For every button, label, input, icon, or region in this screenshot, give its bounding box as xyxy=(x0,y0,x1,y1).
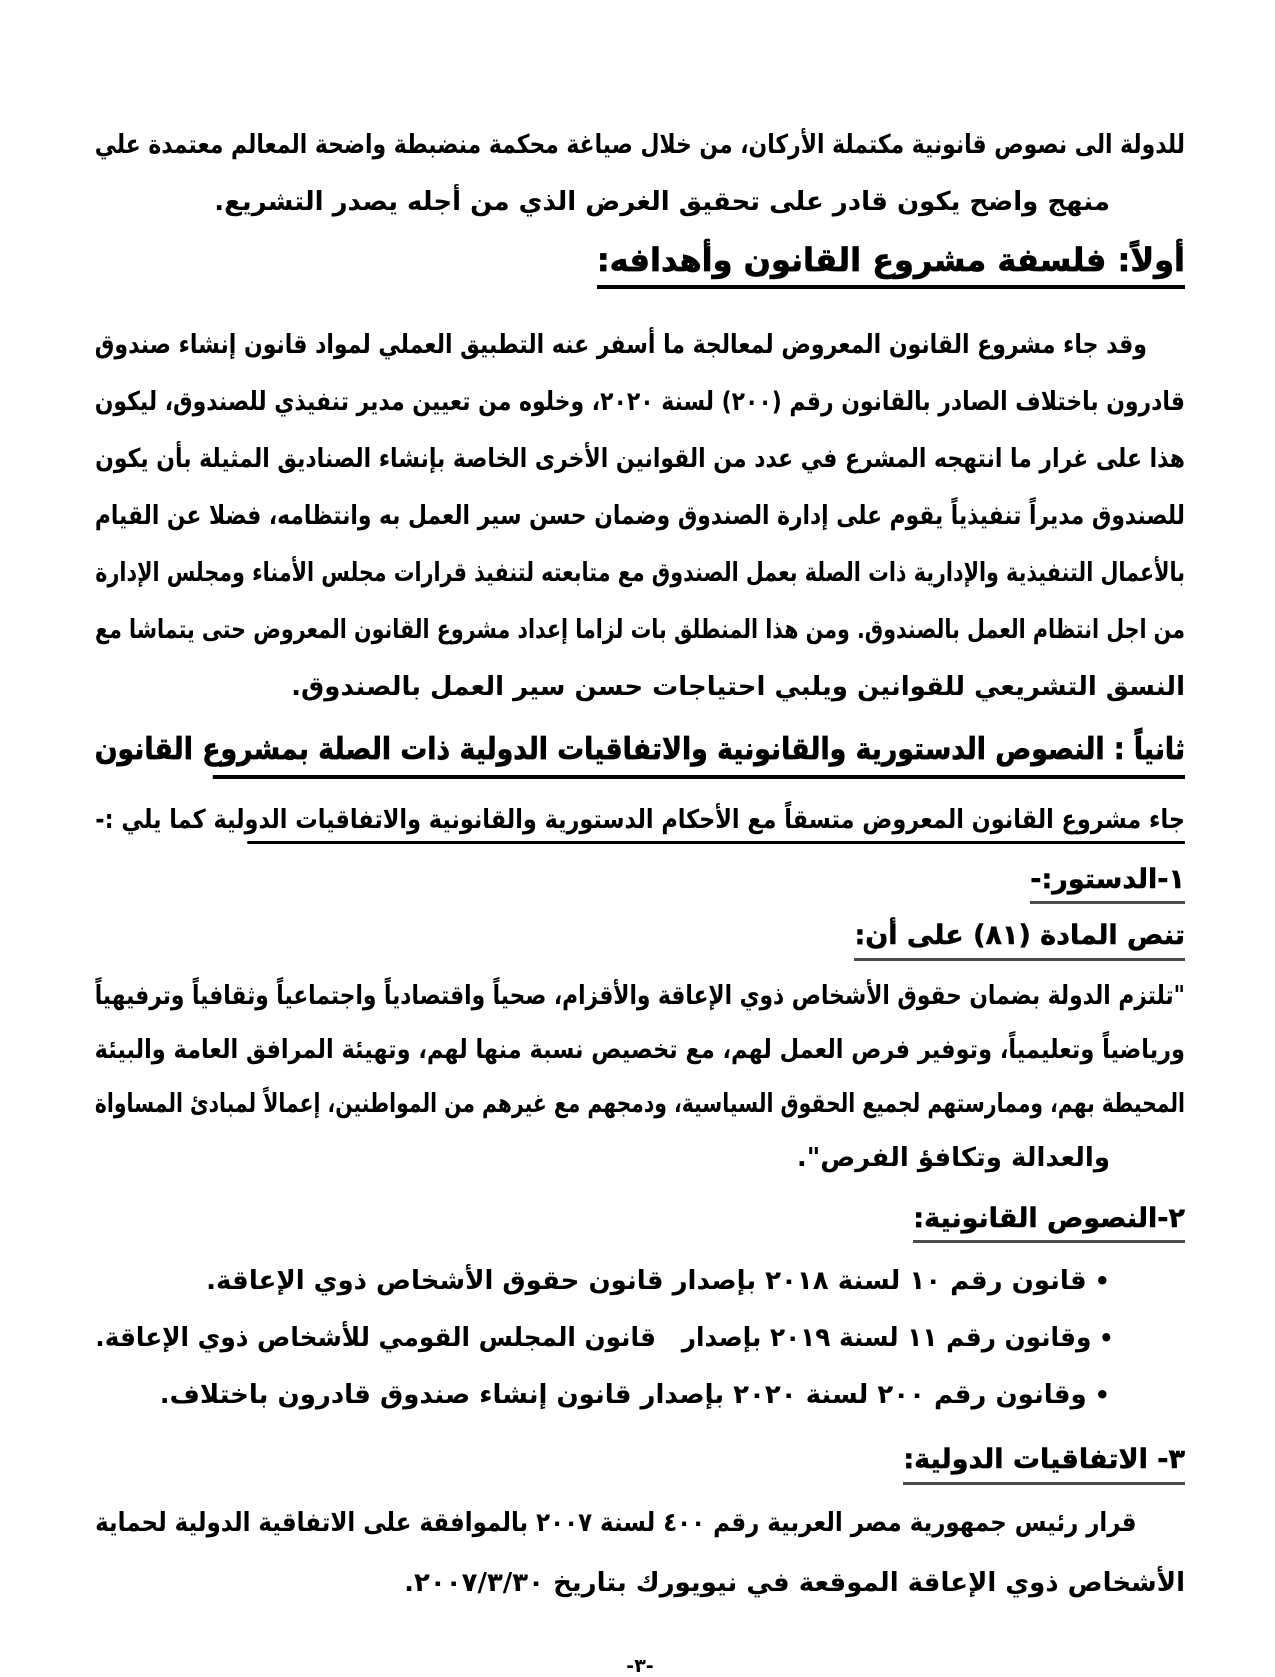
philosophy-section-heading: أولاً: فلسفة مشروع القانون وأهدافه: xyxy=(597,239,1185,289)
body-line: النسق التشريعي للقوانين ويلبي احتياجات حسن سير العمل بالصندوق. xyxy=(291,672,1185,703)
quote-line: والعدالة وتكافؤ الفرص". xyxy=(796,1142,1110,1173)
article-81-quote-paragraph xyxy=(95,969,1185,1185)
section-heading-wrap xyxy=(95,730,1185,779)
body-line: للدولة الى نصوص قانونية مكتملة الأركان، من خلال صياغة محكمة منضبطة واضحة المعالم معتمدة علي xyxy=(94,130,1186,160)
article-81-sub-heading: تنص المادة (٨١) على أن: xyxy=(854,918,1185,960)
body-line: الأشخاص ذوي الإعاقة الموقعة في نيويورك بتاريخ ٢٠٠٧/٣/٣٠. xyxy=(404,1567,1185,1598)
international-conventions-paragraph xyxy=(95,1493,1185,1613)
body-line: هذا على غرار ما انتهجه المشرع في عدد من القوانين الأخرى الخاصة بإنشاء الصناديق المثيلة بأن يكون xyxy=(95,444,1185,475)
body-line: للصندوق مديراً تنفيذياً يقوم على إدارة الصندوق وضمان حسن سير العمل به وانتظامه، فضلا عن القيام xyxy=(94,501,1186,532)
constitution-sub-heading: ١-الدستور:- xyxy=(1030,862,1185,904)
body-line: من اجل انتظام العمل بالصندوق. ومن هذا المنطلق بات لزاما إعداد مشروع القانون المعروض حتى يتماشا مع xyxy=(94,615,1186,646)
sub-heading-wrap xyxy=(95,918,1185,960)
body-line: وقد جاء مشروع القانون المعروض لمعالجة ما أسفر عنه التطبيق العملي لمواد قانون إنشاء صندوق xyxy=(94,330,1147,361)
body-line: منهج واضح يكون قادر على تحقيق الغرض الذي من أجله يصدر التشريع. xyxy=(214,187,1110,217)
body-line: بالأعمال التنفيذية والإدارية ذات الصلة بعمل الصندوق مع متابعته لتنفيذ قرارات مجلس الأمناء ومجلس الإدارة xyxy=(95,558,1186,589)
sub-heading-wrap xyxy=(95,1442,1185,1484)
body-line: قادرون باختلاف الصادر بالقانون رقم (٢٠٠) لسنة ٢٠٢٠، وخلوه من تعيين مدير تنفيذي للصندوق، ليكون xyxy=(94,387,1185,418)
bullet-icon: • xyxy=(1094,1381,1110,1410)
legal-texts-sub-heading: ٢-النصوص القانونية: xyxy=(913,1201,1185,1243)
lead-sentence-wrap xyxy=(95,803,1185,844)
intro-paragraph xyxy=(95,117,1185,231)
legal-texts-list xyxy=(95,1253,1185,1424)
texts-section-heading: ثانياً : النصوص الدستورية والقانونية والاتفاقيات الدولية ذات الصلة بمشروع القانون xyxy=(213,730,1185,779)
quote-line: "تلتزم الدولة بضمان حقوق الأشخاص ذوي الإعاقة والأقزام، صحياً واقتصادياً واجتماعياً وثقافياً وترفيهياً xyxy=(94,980,1186,1011)
list-item xyxy=(95,1310,1185,1367)
bullet-icon: • xyxy=(1094,1267,1110,1296)
philosophy-paragraph xyxy=(95,317,1185,716)
lead-sentence: جاء مشروع القانون المعروض متسقاً مع الأحكام الدستورية والقانونية والاتفاقيات الدولية كما يلي :- xyxy=(247,803,1185,844)
list-item xyxy=(95,1253,1185,1310)
bullet-icon: • xyxy=(1098,1324,1114,1353)
quote-line: المحيطة بهم، وممارستهم لجميع الحقوق السياسية، ودمجهم مع غيرهم من المواطنين، إعمالاً لمبادئ المساواة xyxy=(94,1088,1186,1119)
body-line: قرار رئيس جمهورية مصر العربية رقم ٤٠٠ لسنة ٢٠٠٧ بالموافقة على الاتفاقية الدولية لحماية xyxy=(95,1507,1137,1538)
list-item-text: وقانون رقم ٢٠٠ لسنة ٢٠٢٠ بإصدار قانون إنشاء صندوق قادرون باختلاف. xyxy=(159,1380,1087,1411)
international-conventions-sub-heading: ٣- الاتفاقيات الدولية: xyxy=(903,1442,1185,1484)
quote-line: ورياضياً وتعليمياً، وتوفير فرص العمل لهم، مع تخصيص نسبة منها لهم، وتهيئة المرافق العامة والبيئة xyxy=(94,1034,1185,1065)
list-item xyxy=(95,1367,1185,1424)
section-heading-wrap xyxy=(95,239,1185,289)
sub-heading-wrap xyxy=(95,862,1185,904)
list-item-text: وقانون رقم ١١ لسنة ٢٠١٩ بإصدار قانون المجلس القومي للأشخاص ذوي الإعاقة. xyxy=(95,1323,1092,1354)
sub-heading-wrap xyxy=(95,1201,1185,1243)
page-number: -٣- xyxy=(626,1654,654,1677)
list-item-text: قانون رقم ١٠ لسنة ٢٠١٨ بإصدار قانون حقوق الأشخاص ذوي الإعاقة. xyxy=(206,1266,1087,1297)
